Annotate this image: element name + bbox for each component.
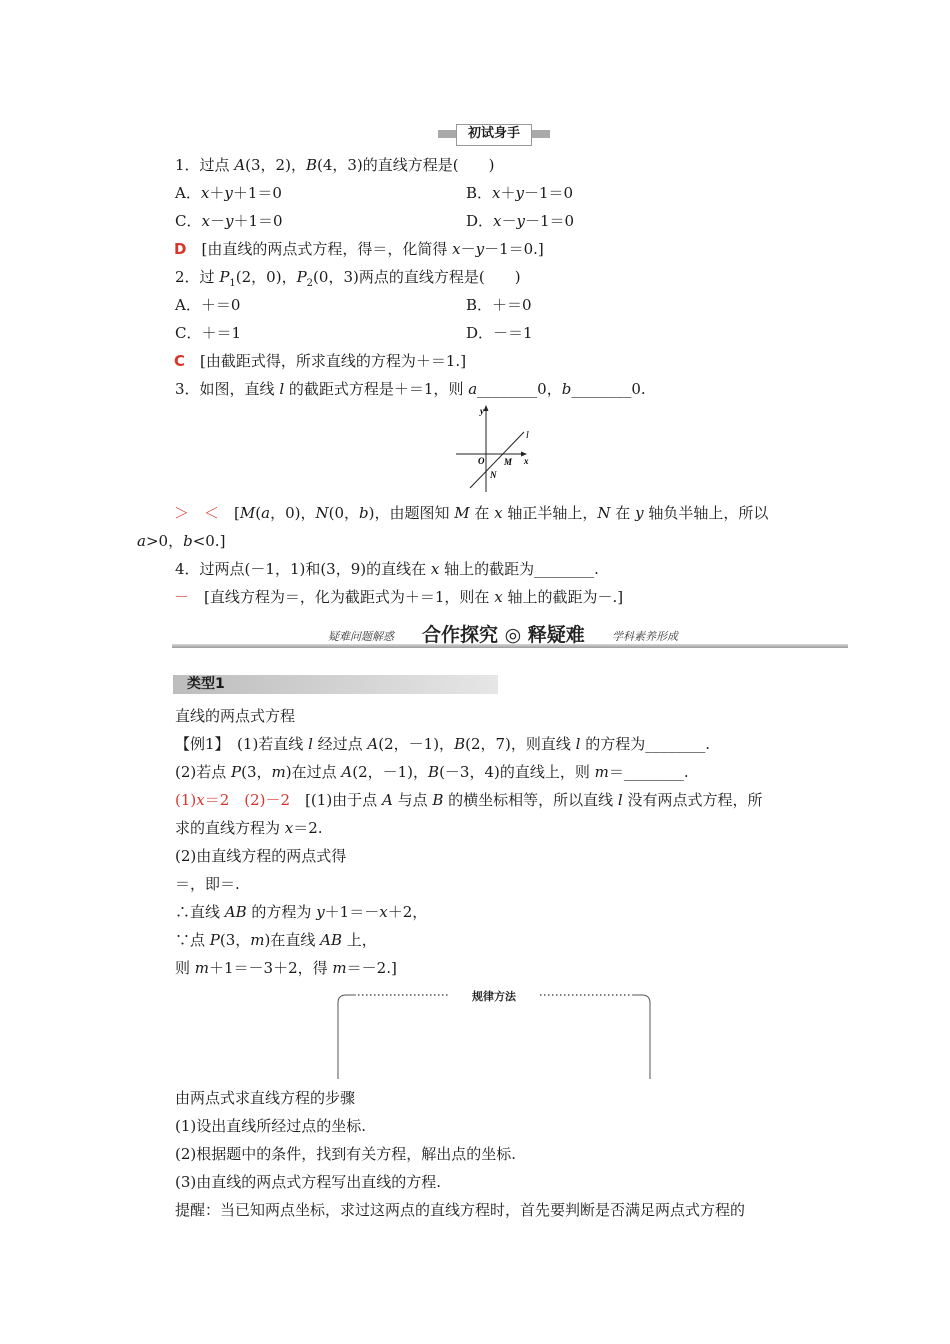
reminder: 提醒：当已知两点坐标，求过这两点的直线方程时，首先要判断是否满足两点式方程的 xyxy=(175,1201,746,1219)
ex1-answer-value: (1)x＝2 (2)－2 xyxy=(175,791,291,809)
method-title: 规律方法 xyxy=(472,990,516,1003)
type-tag-label: 类型1 xyxy=(187,676,225,692)
ex1-sol4: ＝，即＝. xyxy=(175,875,240,893)
label-l: l xyxy=(526,430,529,441)
q1-option-a: A．x＋y＋1＝0 xyxy=(175,184,282,202)
q1-answer: D [由直线的两点式方程，得＝，化简得 x－y－1＝0.] xyxy=(174,240,544,258)
q3-line-figure xyxy=(452,402,536,494)
section-banner-chushishenshou xyxy=(438,124,550,144)
step-3: (3)由直线的两点式方程写出直线的方程. xyxy=(175,1173,442,1191)
q3-stem: 3．如图，直线 l 的截距式方程是＋＝1，则 a________0，b________0. xyxy=(175,380,646,398)
ex1-sol5: ∴直线 AB 的方程为 y＋1＝－x＋2， xyxy=(175,903,428,921)
q4-answer: － [直线方程为＝，化为截距式为＋＝1，则在 x 轴上的截距为－.] xyxy=(174,588,624,606)
q1-option-b: B．x＋y－1＝0 xyxy=(466,184,574,202)
q1-option-d: D．x－y－1＝0 xyxy=(466,212,575,230)
banner-center-title: 合作探究 ◎ 释疑难 xyxy=(422,624,585,646)
q3-answer: ＞ ＜ [M(a，0)，N(0，b)，由题图知 M 在 x 轴正半轴上，N 在 y 轴负半轴上，所以 xyxy=(174,504,769,522)
label-N: N xyxy=(490,470,497,480)
type-tag xyxy=(173,675,498,694)
type-title: 直线的两点式方程 xyxy=(175,707,296,725)
ex1-sol2: 求的直线方程为 x＝2. xyxy=(175,819,323,837)
ex1-sol6: ∵点 P(3，m)在直线 AB 上， xyxy=(175,931,377,949)
label-x: x xyxy=(524,456,529,466)
q1-option-c: C．x－y＋1＝0 xyxy=(175,212,283,230)
q4-stem: 4．过两点(－1，1)和(3，9)的直线在 x 轴上的截距为________. xyxy=(175,560,599,578)
q2-option-b: B．＋＝0 xyxy=(466,296,532,314)
ex1-line1: 【例1】 (1)若直线 l 经过点 A(2，－1)，B(2，7)，则直线 l 的方程为________. xyxy=(175,735,711,753)
y-axis-arrow xyxy=(484,405,489,411)
ex1-line2: (2)若点 P(3，m)在过点 A(2，－1)，B(－3，4)的直线上，则 m＝________. xyxy=(175,763,689,781)
q2-option-a: A．＋＝0 xyxy=(175,296,241,314)
step-1: (1)设出直线所经过点的坐标. xyxy=(175,1117,367,1135)
q3-explain-line2: a>0，b<0.] xyxy=(137,532,226,550)
steps-title: 由两点式求直线方程的步骤 xyxy=(175,1089,356,1107)
ex1-answer: (1)x＝2 (2)－2 [(1)由于点 A 与点 B 的横坐标相等，所以直线 l 没有两点式方程，所 xyxy=(175,791,763,809)
ex1-sol7: 则 m＋1＝－3＋2，得 m＝－2.] xyxy=(175,959,397,977)
banner-right-text: 学科素养形成 xyxy=(612,630,678,643)
q2-answer: C [由截距式得，所求直线的方程为＋＝1.] xyxy=(174,352,467,370)
q2-option-c: C．＋＝1 xyxy=(175,324,242,342)
label-O: O xyxy=(478,456,485,466)
section-title: 初试身手 xyxy=(456,124,532,146)
q2-option-d: D．－＝1 xyxy=(466,324,533,342)
label-y: y xyxy=(480,406,484,416)
q1-stem: 1．过点 A(3，2)，B(4，3)的直线方程是( ) xyxy=(175,156,495,174)
ex1-sol3: (2)由直线方程的两点式得 xyxy=(175,847,347,865)
method-box-frame xyxy=(336,989,652,1081)
step-2: (2)根据题中的条件，找到有关方程，解出点的坐标. xyxy=(175,1145,517,1163)
q2-stem: 2．过 $P_1(2$，0)，$P_2(0$，3)两点的直线方程是( ) xyxy=(175,268,521,289)
section-banner-hezuotanjiu xyxy=(172,620,848,652)
label-M: M xyxy=(504,457,513,467)
banner-left-text: 疑难问题解惑 xyxy=(328,630,394,643)
